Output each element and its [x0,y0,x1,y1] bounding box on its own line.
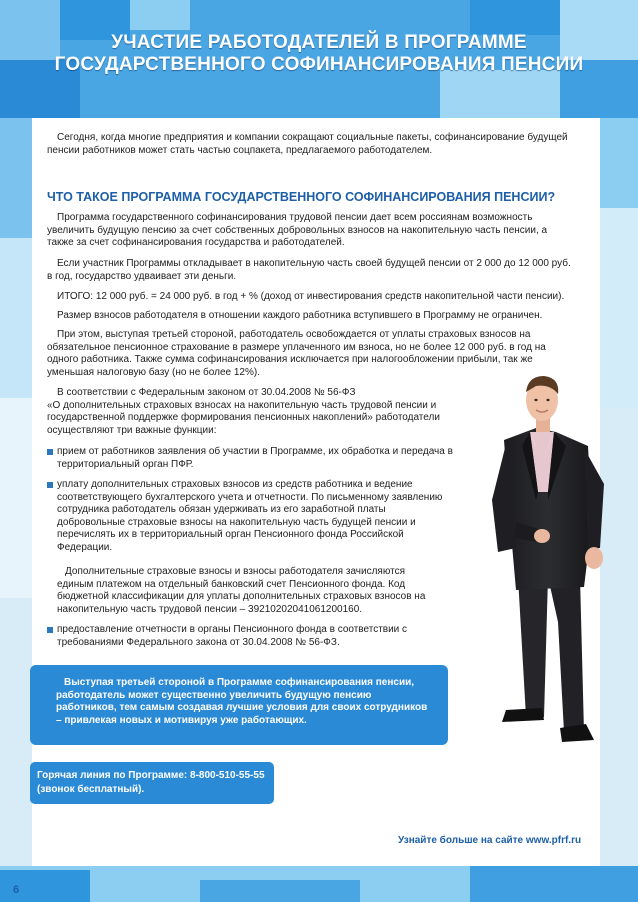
bullet-marker [47,627,53,633]
page-number: 6 [13,884,20,896]
paragraph-6 [47,387,481,437]
text-line: Дополнительные страховые взносы и взносы работодателя зачисляются [65,566,406,577]
intro-line: Сегодня, когда многие предприятия и компании сокращают социальные пакеты, софинансирование будущей [57,132,568,143]
bullet-item-3 [57,624,447,649]
paragraph-7 [57,566,447,616]
hotline-phone: Горячая линия по Программе: 8-800-510-55-55 [37,770,265,781]
text-line: предоставление отчетности в органы Пенсионного фонда в соответствии с [57,624,408,635]
text-line: соответствующего бухгалтерского учета и отчетности. По письменному заявлению [57,491,443,503]
text-line: Федерации. [57,541,113,553]
text-line: сотрудника работодатель обязан удерживать из его заработной платы [57,504,386,516]
text-line: обязательное пенсионное страхование в размере уплаченного им взноса, но не более 12 000 руб. в год на [47,341,546,353]
text-line: В соответствии с Федеральным законом от 30.04.2008 № 56-ФЗ [57,387,356,398]
page-title-line-2: ГОСУДАРСТВЕННОГО СОФИНАНСИРОВАНИЯ ПЕНСИИ [54,54,584,75]
paragraph-1 [47,212,590,250]
callout-line: – привлекая новых и мотивируя уже работающих. [56,714,307,726]
text-line: накопительную часть трудовой пенсии – 39210202041061200160. [57,603,363,615]
text-line: одного работника. Также сумма софинансирования исключается при налогообложении прибыли, так же [47,354,533,366]
section-heading: ЧТО ТАКОЕ ПРОГРАММА ГОСУДАРСТВЕННОГО СОФИНАНСИРОВАНИЯ ПЕНСИИ? [47,190,556,204]
intro-line: пенсии работников может стать частью соцпакета, предлагаемого работодателем. [47,144,433,156]
text-line: также за счет софинансирования государства и работодателей. [47,237,345,249]
text-line: осуществляют три важные функции: [47,424,217,436]
paragraph-4: Размер взносов работодателя в отношении каждого работника вступившего в Программу не ограничен. [57,310,543,321]
text-line: добровольные страховые взносы на накопительную часть будущей пенсии и [57,516,416,528]
text-line: Если участник Программы откладывает в накопительную часть своей будущей пенсии от 2 000 до 12 000 руб. [57,258,571,269]
hotline-box [30,762,274,804]
text-line: увеличить будущую пенсию за счет собственных добровольных взносов на накопительную часть пенсии, а [47,224,548,236]
intro-paragraph [47,132,592,157]
businessman-photo [476,372,616,752]
callout-line: работодатель может существенно увеличить будущую пенсию [56,689,372,701]
page-title-line-1: УЧАСТИЕ РАБОТОДАТЕЛЕЙ В ПРОГРАММЕ [111,32,527,53]
paragraph-3: ИТОГО: 12 000 руб. = 24 000 руб. в год + % (доход от инвестирования средств накопительной части пенсии). [57,291,565,302]
text-line: «О дополнительных страховых взносах на накопительную часть трудовой пенсии и [47,399,437,411]
page-title [0,32,638,76]
text-line: Программа государственного софинансирования трудовой пенсии дает всем россиянам возможность [57,212,533,223]
text-line: требованиями Федерального закона от 30.04.2008 № 56-ФЗ. [57,636,340,648]
text-line: перечислять их в территориальный орган Пенсионного фонда Российской [57,529,404,541]
callout-box [30,665,448,745]
bullet-marker [47,449,53,455]
paragraph-2 [47,258,590,283]
bullet-item-2 [57,479,461,555]
text-line: уменьшая налоговую базу (но не более 12%). [47,366,260,378]
bullet-item-1 [57,446,477,471]
text-line: бюджетной классификации для уплаты дополнительных страховых взносов на [57,591,426,603]
text-line: прием от работников заявления об участии в Программе, их обработка и передача в [57,446,453,457]
text-line: территориальный орган ПФР. [57,458,194,470]
text-line: При этом, выступая третьей стороной, работодатель освобождается от уплаты страховых взносов на [57,329,531,340]
callout-line: Выступая третьей стороной в Программе софинансирования пенсии, [64,677,415,688]
text-line: государственной поддержке формирования пенсионных накоплений» работодатели [47,412,440,424]
callout-line: работников, тем самым создавая лучшие условия для своих сотрудников [56,702,428,714]
bullet-marker [47,482,53,488]
hotline-note: (звонок бесплатный). [37,784,145,795]
text-line: в год, государство удваивает эти деньги. [47,270,237,282]
text-line: уплату дополнительных страховых взносов из средств работника и ведение [57,479,413,490]
text-line: единым платежом на отдельный банковский счет Пенсионного фонда. Код [57,578,406,590]
website-link[interactable]: Узнайте больше на сайте www.pfrf.ru [398,835,582,846]
